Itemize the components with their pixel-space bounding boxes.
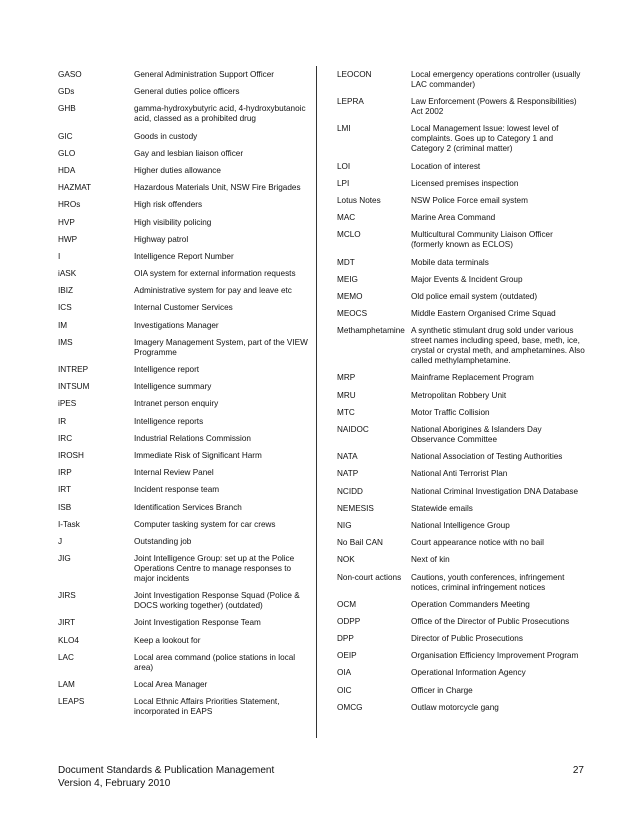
glossary-entry [58, 303, 308, 313]
glossary-entry [58, 132, 308, 142]
glossary-definition: Multicultural Community Liaison Officer (formerly known as ECLOS) [411, 230, 553, 250]
glossary-definition: National Aborigines & Islanders Day Observance Committee [411, 425, 542, 444]
glossary-definition: OIA system for external information requests [134, 269, 296, 279]
glossary-term: NOK [337, 555, 355, 565]
glossary-definition: Computer tasking system for car crews [134, 519, 276, 529]
glossary-entry [337, 521, 585, 531]
glossary-term: NIG [337, 520, 352, 530]
glossary-entry [58, 183, 308, 193]
glossary-term: OMCG [337, 702, 363, 712]
glossary-definition: Identification Services Branch [134, 502, 242, 512]
glossary-term: INTSUM [58, 382, 90, 392]
glossary-definition: Outstanding job [134, 536, 192, 546]
glossary-definition: Joint Investigation Response Team [134, 618, 261, 628]
glossary-definition: Immediate Risk of Significant Harm [134, 450, 262, 460]
glossary-entry [58, 697, 308, 717]
glossary-entry [58, 252, 308, 262]
glossary-definition: National Anti Terrorist Plan [411, 469, 508, 479]
glossary-entry [337, 230, 585, 250]
glossary-entry [337, 309, 585, 319]
glossary-definition: Keep a lookout for [134, 635, 201, 645]
glossary-definition: A synthetic stimulant drug sold under various street names including speed, base, meth, ice, crystal or crystal meth, and amphetamines. Also called methylamphetamine. [411, 326, 585, 366]
glossary-definition: Outlaw motorcycle gang [411, 702, 499, 712]
glossary-entry [58, 618, 308, 628]
glossary-entry [58, 468, 308, 478]
glossary-definition: National Criminal Investigation DNA Database [411, 486, 579, 496]
glossary-entry [58, 417, 308, 427]
glossary-entry [337, 373, 585, 383]
glossary-definition: Local Area Manager [134, 680, 208, 689]
glossary-term: JIRT [58, 618, 76, 628]
glossary-term: I [58, 251, 61, 261]
glossary-term: MEIG [337, 274, 358, 284]
glossary-term: MEMO [337, 291, 363, 301]
glossary-entry [58, 434, 308, 444]
glossary-entry [337, 634, 585, 644]
glossary-definition: Highway patrol [134, 234, 189, 244]
glossary-definition: Goods in custody [134, 131, 198, 141]
glossary-term: LOI [337, 161, 351, 171]
glossary-entry [337, 651, 585, 661]
glossary-term: MRP [337, 373, 356, 383]
glossary-term: LAC [58, 652, 74, 662]
glossary-definition: Internal Review Panel [134, 468, 214, 478]
glossary-definition: Marine Area Command [411, 213, 496, 223]
glossary-term: JIRS [58, 591, 76, 601]
glossary-term: LEAPS [58, 697, 85, 707]
glossary-entry [58, 286, 308, 296]
glossary-definition: National Association of Testing Authorities [411, 452, 563, 462]
glossary-definition: Director of Public Prosecutions [411, 634, 523, 644]
glossary-definition: Intelligence summary [134, 382, 212, 392]
glossary-definition: Higher duties allowance [134, 165, 221, 175]
glossary-left-column [58, 70, 308, 724]
glossary-term: GASO [58, 70, 82, 79]
glossary-entry [58, 269, 308, 279]
glossary-definition: Industrial Relations Commission [134, 433, 251, 443]
glossary-term: IM [58, 320, 68, 330]
glossary-term: ICS [58, 303, 72, 313]
glossary-definition: Intelligence reports [134, 416, 204, 426]
glossary-definition: Intelligence report [134, 365, 200, 374]
glossary-definition: Local emergency operations controller (usually LAC commander) [411, 70, 581, 89]
glossary-term: HWP [58, 234, 78, 244]
glossary-definition: Middle Eastern Organised Crime Squad [411, 309, 556, 319]
glossary-right-column [337, 70, 585, 720]
glossary-definition: Intelligence Report Number [134, 251, 234, 261]
glossary-entry [58, 382, 308, 392]
page-footer [58, 765, 584, 777]
glossary-entry [337, 162, 585, 172]
glossary-term: OIA [337, 668, 352, 678]
glossary-definition: Local area command (police stations in local area) [134, 652, 296, 672]
glossary-term: MCLO [337, 230, 361, 240]
glossary-definition: Court appearance notice with no bail [411, 538, 544, 548]
glossary-entry [58, 636, 308, 646]
glossary-term: NATP [337, 469, 359, 479]
glossary-definition: NSW Police Force email system [411, 195, 528, 205]
glossary-entry [337, 504, 585, 514]
glossary-entry [337, 573, 585, 593]
glossary-term: OIC [337, 685, 352, 695]
glossary-term: LAM [58, 680, 75, 689]
glossary-entry [337, 326, 585, 366]
glossary-term: GHB [58, 104, 76, 114]
glossary-entry [58, 70, 308, 80]
glossary-term: DPP [337, 634, 354, 644]
glossary-entry [337, 70, 585, 90]
glossary-term: MRU [337, 390, 356, 400]
glossary-definition: Licensed premises inspection [411, 178, 519, 188]
glossary-term: INTREP [58, 365, 89, 374]
glossary-entry [337, 258, 585, 268]
glossary-term: HDA [58, 165, 76, 175]
glossary-definition: Location of interest [411, 161, 481, 171]
glossary-definition: Local Management Issue: lowest level of complaints. Goes up to Category 1 and Category 2 (criminal matter) [411, 124, 559, 154]
glossary-definition: Office of the Director of Public Prosecutions [411, 616, 570, 626]
glossary-entry [337, 538, 585, 548]
glossary-entry [58, 485, 308, 495]
glossary-term: Non-court actions [337, 572, 402, 582]
glossary-term: iASK [58, 269, 77, 279]
glossary-entry [337, 686, 585, 696]
glossary-term: MTC [337, 407, 355, 417]
glossary-term: NATA [337, 452, 358, 462]
glossary-definition: Operation Commanders Meeting [411, 599, 530, 609]
glossary-term: ODPP [337, 616, 361, 626]
glossary-definition: Local Ethnic Affairs Priorities Statement, incorporated in EAPS [134, 697, 280, 717]
footer-title: Document Standards & Publication Management [58, 765, 275, 776]
glossary-entry [58, 218, 308, 228]
glossary-definition: Operational Information Agency [411, 668, 526, 678]
glossary-definition: Incident response team [134, 485, 220, 495]
glossary-term: OEIP [337, 651, 357, 661]
glossary-definition: Statewide emails [411, 503, 473, 513]
glossary-term: IBIZ [58, 286, 74, 296]
glossary-term: GIC [58, 131, 73, 141]
glossary-entry [58, 503, 308, 513]
glossary-term: LMI [337, 124, 351, 134]
glossary-term: KLO4 [58, 635, 79, 645]
glossary-definition: Joint Intelligence Group: set up at the Police Operations Centre to manage responses to major incidents [134, 554, 295, 584]
glossary-term: I-Task [58, 519, 80, 529]
glossary-entry [337, 275, 585, 285]
glossary-term: No Bail CAN [337, 538, 383, 548]
glossary-definition: Mobile data terminals [411, 257, 489, 267]
glossary-entry [58, 104, 308, 124]
glossary-definition: Organisation Efficiency Improvement Program [411, 651, 579, 661]
glossary-entry [58, 537, 308, 547]
glossary-definition: Metropolitan Robbery Unit [411, 390, 507, 400]
glossary-definition: Cautions, youth conferences, infringement notices, criminal infringement notices [411, 572, 565, 592]
glossary-entry [337, 469, 585, 479]
glossary-definition: High risk offenders [134, 200, 203, 210]
glossary-term: IR [58, 416, 67, 426]
glossary-term: IRP [58, 468, 72, 478]
glossary-entry [58, 200, 308, 210]
glossary-entry [337, 292, 585, 302]
glossary-entry [337, 703, 585, 713]
glossary-definition: Officer in Charge [411, 685, 473, 695]
glossary-entry [58, 149, 308, 159]
glossary-definition: Next of kin [411, 555, 450, 565]
glossary-term: HVP [58, 217, 75, 227]
glossary-definition: Old police email system (outdated) [411, 291, 538, 301]
glossary-definition: Law Enforcement (Powers & Responsibilities) Act 2002 [411, 97, 577, 117]
glossary-term: GLO [58, 148, 76, 158]
glossary-entry [58, 520, 308, 530]
glossary-term: LEPRA [337, 97, 364, 107]
glossary-definition: General Administration Support Officer [134, 70, 275, 79]
glossary-definition: Major Events & Incident Group [411, 274, 523, 284]
glossary-definition: High visibility policing [134, 217, 212, 227]
glossary-definition: Intranet person enquiry [134, 399, 219, 409]
glossary-term: JIG [58, 554, 71, 564]
glossary-term: iPES [58, 399, 77, 409]
glossary-entry [337, 555, 585, 565]
glossary-entry [58, 338, 308, 358]
glossary-entry [337, 391, 585, 401]
glossary-entry [58, 399, 308, 409]
footer-version: Version 4, February 2010 [58, 778, 171, 789]
glossary-entry [58, 166, 308, 176]
glossary-entry [337, 179, 585, 189]
glossary-definition: General duties police officers [134, 87, 240, 97]
glossary-term: NEMESIS [337, 503, 374, 513]
glossary-entry [58, 554, 308, 584]
glossary-term: IROSH [58, 450, 84, 460]
glossary-definition: Gay and lesbian liaison officer [134, 148, 244, 158]
glossary-entry [58, 591, 308, 611]
glossary-definition: Administrative system for pay and leave etc [134, 286, 292, 296]
glossary-term: NAIDOC [337, 425, 369, 434]
glossary-entry [58, 87, 308, 97]
page-number: 27 [572, 765, 584, 776]
glossary-entry [58, 365, 308, 375]
glossary-entry [58, 653, 308, 673]
glossary-definition: gamma-hydroxybutyric acid, 4-hydroxybutanoic acid, classed as a prohibited drug [134, 104, 306, 124]
glossary-definition: Joint Investigation Response Squad (Police & DOCS working together) (outdated) [134, 591, 300, 611]
glossary-definition: Internal Customer Services [134, 303, 233, 313]
glossary-term: LPI [337, 178, 350, 188]
glossary-term: HROs [58, 200, 81, 210]
glossary-term: LEOCON [337, 70, 372, 79]
glossary-term: HAZMAT [58, 183, 92, 193]
glossary-entry [337, 617, 585, 627]
glossary-definition: Motor Traffic Collision [411, 407, 490, 417]
glossary-entry [337, 452, 585, 462]
glossary-entry [337, 425, 585, 445]
glossary-entry [337, 124, 585, 154]
glossary-entry [58, 321, 308, 331]
glossary-term: IRT [58, 485, 72, 495]
glossary-term: MAC [337, 213, 356, 223]
glossary-term: NCIDD [337, 486, 363, 496]
glossary-term: MDT [337, 257, 355, 267]
column-divider [316, 66, 317, 738]
glossary-definition: Hazardous Materials Unit, NSW Fire Brigades [134, 183, 301, 193]
glossary-entry [58, 680, 308, 690]
glossary-definition: Imagery Management System, part of the VIEW Programme [134, 337, 308, 357]
glossary-term: IRC [58, 433, 73, 443]
glossary-definition: Mainframe Replacement Program [411, 373, 534, 383]
glossary-term: IMS [58, 337, 73, 347]
glossary-entry [58, 235, 308, 245]
glossary-entry [337, 600, 585, 610]
glossary-entry [337, 213, 585, 223]
glossary-term: MEOCS [337, 309, 368, 319]
glossary-entry [337, 196, 585, 206]
glossary-entry [337, 487, 585, 497]
glossary-term: ISB [58, 502, 72, 512]
glossary-definition: National Intelligence Group [411, 520, 510, 530]
glossary-term: J [58, 536, 63, 546]
glossary-term: GDs [58, 87, 75, 97]
glossary-entry [337, 668, 585, 678]
glossary-entry [337, 408, 585, 418]
glossary-term: Lotus Notes [337, 195, 381, 205]
glossary-term: OCM [337, 599, 357, 609]
glossary-definition: Investigations Manager [134, 320, 219, 330]
glossary-term: Methamphetamine [337, 326, 405, 336]
glossary-entry [337, 97, 585, 117]
glossary-entry [58, 451, 308, 461]
